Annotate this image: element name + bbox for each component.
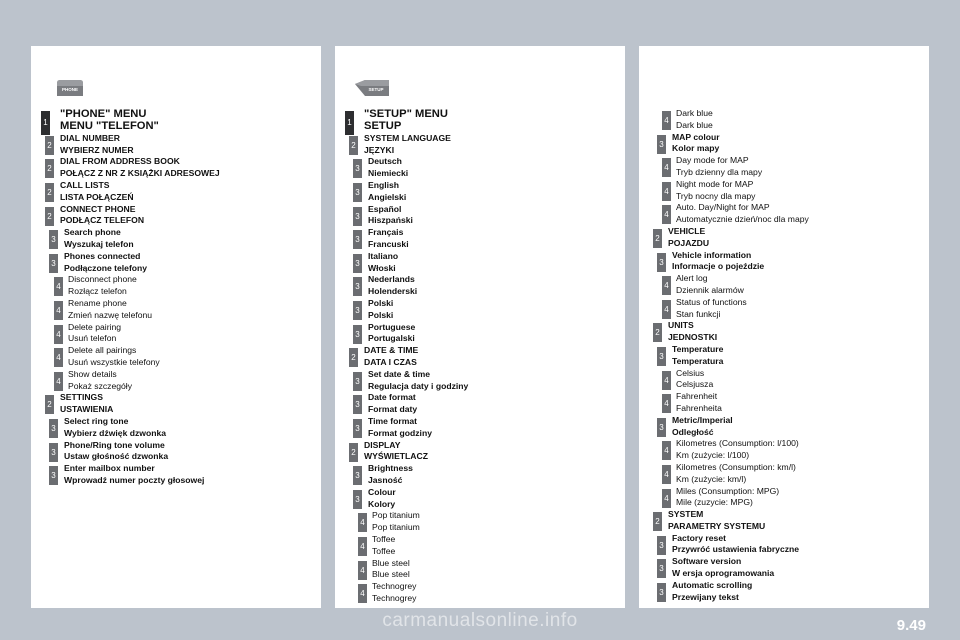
- entry-label-en: Kilometres (Consumption: km/l): [676, 461, 796, 472]
- entry-label-pl: Fahrenheita: [676, 402, 722, 413]
- entry-label-pl: Celsjusza: [676, 379, 714, 390]
- menu-entry-level-4: [639, 202, 929, 226]
- level-badge: 4: [358, 537, 367, 556]
- entry-label-en: Select ring tone: [64, 415, 129, 426]
- entry-label-pl: LISTA POŁĄCZEŃ: [60, 191, 134, 202]
- entry-label-pl: Odległość: [672, 426, 714, 437]
- level-badge: 1: [41, 111, 50, 135]
- watermark: carmanualsonline.info: [382, 610, 578, 631]
- entry-label-pl: Przywróć ustawienia fabryczne: [672, 544, 800, 555]
- entry-label-pl: POŁĄCZ Z NR Z KSIĄŻKI ADRESOWEJ: [60, 168, 220, 179]
- entry-label-pl: Rozłącz telefon: [68, 286, 127, 297]
- menu-entry-level-4: [31, 345, 321, 369]
- menu-column-setup-continued: [639, 46, 929, 608]
- entry-label-pl: Zmień nazwę telefonu: [68, 309, 153, 320]
- entry-label-pl: Pokaż szczegóły: [68, 380, 133, 391]
- menu-entry-level-1: [31, 108, 321, 133]
- level-badge: 2: [653, 229, 662, 248]
- level-badge: 3: [353, 395, 362, 414]
- level-badge: 3: [49, 230, 58, 249]
- entry-label-en: DIAL FROM ADDRESS BOOK: [60, 156, 180, 167]
- menu-entry-level-3: [639, 415, 929, 439]
- entry-label-en: Delete pairing: [68, 321, 122, 332]
- entry-label-pl: MENU "TELEFON": [60, 120, 159, 133]
- level-badge: 2: [45, 395, 54, 414]
- entry-label-en: SETTINGS: [60, 392, 103, 403]
- entry-label-en: "SETUP" MENU: [364, 108, 448, 120]
- menu-entry-level-3: [639, 533, 929, 557]
- entry-label-en: Brightness: [368, 463, 413, 474]
- level-badge: 4: [54, 301, 63, 320]
- entry-label-en: DIAL NUMBER: [60, 132, 120, 143]
- menu-entry-level-4: [335, 534, 625, 558]
- entry-label-en: Day mode for MAP: [676, 155, 749, 166]
- menu-entry-level-3: [335, 322, 625, 346]
- level-badge: 2: [653, 512, 662, 531]
- level-badge: 2: [45, 183, 54, 202]
- level-badge: 3: [353, 490, 362, 509]
- menu-entry-level-4: [31, 322, 321, 346]
- menu-entry-level-3: [335, 392, 625, 416]
- menu-entry-level-3: [31, 440, 321, 464]
- entry-label-pl: Francuski: [368, 238, 409, 249]
- level-badge: 3: [353, 277, 362, 296]
- menu-entry-level-4: [639, 108, 929, 132]
- level-badge: 1: [345, 111, 354, 135]
- setup-tab-icon: [355, 78, 389, 98]
- entry-label-en: MAP colour: [672, 131, 720, 142]
- level-badge: 3: [49, 419, 58, 438]
- menu-entry-level-2: [639, 509, 929, 533]
- menu-entry-level-4: [639, 179, 929, 203]
- entry-label-en: Auto. Day/Night for MAP: [676, 202, 770, 213]
- entry-label-pl: W ersja oprogramowania: [672, 568, 775, 579]
- svg-text:SETUP: SETUP: [368, 87, 384, 92]
- entry-label-pl: WYBIERZ NUMER: [60, 144, 134, 155]
- level-badge: 4: [662, 489, 671, 508]
- entry-label-en: Fahrenheit: [676, 391, 718, 402]
- menu-entry-level-3: [639, 580, 929, 604]
- entry-label-pl: Format daty: [368, 404, 418, 415]
- menu-entry-level-2: [335, 345, 625, 369]
- menu-entry-level-2: [31, 204, 321, 228]
- level-badge: 3: [353, 207, 362, 226]
- entry-label-en: SYSTEM: [668, 509, 704, 520]
- menu-entry-level-3: [31, 463, 321, 487]
- setup-menu-list-continued: [639, 108, 929, 603]
- entry-label-pl: SETUP: [364, 120, 402, 133]
- entry-label-en: Status of functions: [676, 296, 747, 307]
- entry-label-pl: DATA I CZAS: [364, 356, 417, 367]
- phone-menu-list: [31, 108, 321, 487]
- entry-label-pl: Dziennik alarmów: [676, 284, 744, 295]
- level-badge: 3: [353, 230, 362, 249]
- entry-label-pl: Kolory: [368, 498, 396, 509]
- menu-entry-level-3: [639, 250, 929, 274]
- entry-label-en: Alert log: [676, 273, 708, 284]
- entry-label-pl: Km (zużycie: l/100): [676, 450, 750, 461]
- level-badge: 3: [353, 466, 362, 485]
- entry-label-en: Colour: [368, 486, 396, 497]
- menu-entry-level-2: [31, 156, 321, 180]
- menu-entry-level-1: [335, 108, 625, 133]
- level-badge: 4: [662, 111, 671, 130]
- menu-entry-level-3: [335, 227, 625, 251]
- entry-label-en: Night mode for MAP: [676, 178, 754, 189]
- level-badge: 2: [349, 348, 358, 367]
- menu-entry-level-2: [335, 133, 625, 157]
- entry-label-pl: Jasność: [368, 474, 403, 485]
- menu-entry-level-2: [31, 133, 321, 157]
- level-badge: 3: [657, 536, 666, 555]
- entry-label-pl: Informacje o pojeździe: [672, 261, 765, 272]
- menu-entry-level-2: [31, 392, 321, 416]
- menu-column-phone: [31, 46, 321, 608]
- menu-entry-level-3: [639, 132, 929, 156]
- entry-label-en: CONNECT PHONE: [60, 203, 136, 214]
- entry-label-pl: Wyszukaj telefon: [64, 238, 134, 249]
- entry-label-en: VEHICLE: [668, 225, 706, 236]
- menu-entry-level-4: [639, 155, 929, 179]
- level-badge: 4: [662, 394, 671, 413]
- level-badge: 3: [657, 559, 666, 578]
- entry-label-pl: JĘZYKI: [364, 144, 395, 155]
- menu-entry-level-2: [31, 180, 321, 204]
- entry-label-pl: Format godziny: [368, 427, 432, 438]
- entry-label-en: Technogrey: [372, 581, 417, 592]
- menu-entry-level-4: [31, 298, 321, 322]
- menu-entry-level-3: [335, 204, 625, 228]
- menu-entry-level-3: [639, 556, 929, 580]
- entry-label-en: Disconnect phone: [68, 274, 137, 285]
- entry-label-en: Set date & time: [368, 368, 431, 379]
- level-badge: 4: [662, 371, 671, 390]
- page-number: 9.49: [896, 617, 926, 634]
- menu-entry-level-3: [335, 274, 625, 298]
- entry-label-pl: USTAWIENIA: [60, 404, 114, 415]
- level-badge: 4: [358, 584, 367, 603]
- entry-label-en: Kilometres (Consumption: l/100): [676, 438, 799, 449]
- menu-entry-level-3: [335, 156, 625, 180]
- level-badge: 3: [353, 372, 362, 391]
- entry-label-en: Deutsch: [368, 156, 402, 167]
- level-badge: 3: [353, 254, 362, 273]
- level-badge: 3: [657, 253, 666, 272]
- entry-label-en: "PHONE" MENU: [60, 108, 147, 120]
- entry-label-en: Pop titanium: [372, 510, 420, 521]
- level-badge: 4: [662, 441, 671, 460]
- level-badge: 4: [54, 372, 63, 391]
- level-badge: 4: [662, 300, 671, 319]
- entry-label-en: Portuguese: [368, 321, 416, 332]
- level-badge: 3: [49, 254, 58, 273]
- level-badge: 3: [353, 325, 362, 344]
- entry-label-pl: Usuń wszystkie telefony: [68, 356, 160, 367]
- entry-label-pl: Toffee: [372, 545, 396, 556]
- entry-label-en: Temperature: [672, 343, 724, 354]
- entry-label-pl: Temperatura: [672, 355, 724, 366]
- menu-entry-level-3: [335, 298, 625, 322]
- entry-label-pl: Automatycznie dzień/noc dla mapy: [676, 214, 809, 225]
- entry-label-en: Metric/Imperial: [672, 414, 733, 425]
- level-badge: 4: [54, 325, 63, 344]
- entry-label-en: Miles (Consumption: MPG): [676, 485, 780, 496]
- menu-entry-level-4: [31, 369, 321, 393]
- entry-label-pl: Portugalski: [368, 333, 415, 344]
- level-badge: 3: [353, 183, 362, 202]
- menu-entry-level-4: [639, 391, 929, 415]
- menu-entry-level-4: [639, 486, 929, 510]
- entry-label-pl: Wybierz dźwięk dzwonka: [64, 427, 167, 438]
- entry-label-pl: Mile (zuzycie: MPG): [676, 497, 753, 508]
- entry-label-pl: Przewijany tekst: [672, 591, 739, 602]
- entry-label-en: SYSTEM LANGUAGE: [364, 132, 451, 143]
- menu-entry-level-4: [335, 581, 625, 605]
- entry-label-pl: Polski: [368, 309, 394, 320]
- entry-label-pl: Km (zużycie: km/l): [676, 473, 747, 484]
- entry-label-en: Phone/Ring tone volume: [64, 439, 165, 450]
- entry-label-pl: PARAMETRY SYSTEMU: [668, 520, 766, 531]
- entry-label-pl: Angielski: [368, 191, 407, 202]
- entry-label-en: Italiano: [368, 250, 399, 261]
- entry-label-pl: Ustaw głośność dzwonka: [64, 451, 169, 462]
- level-badge: 3: [353, 301, 362, 320]
- entry-label-pl: Tryb dzienny dla mapy: [676, 166, 763, 177]
- level-badge: 3: [49, 466, 58, 485]
- entry-label-en: Celsius: [676, 367, 705, 378]
- entry-label-en: Blue steel: [372, 557, 410, 568]
- level-badge: 3: [353, 419, 362, 438]
- menu-entry-level-3: [335, 369, 625, 393]
- setup-menu-list: [335, 108, 625, 605]
- level-badge: 3: [657, 347, 666, 366]
- entry-label-pl: Holenderski: [368, 286, 418, 297]
- entry-label-en: Time format: [368, 415, 418, 426]
- entry-label-pl: Podłączone telefony: [64, 262, 148, 273]
- level-badge: 4: [358, 561, 367, 580]
- entry-label-pl: Pop titanium: [372, 522, 420, 533]
- entry-label-en: Automatic scrolling: [672, 579, 753, 590]
- menu-entry-level-4: [639, 438, 929, 462]
- level-badge: 4: [662, 205, 671, 224]
- menu-entry-level-3: [335, 416, 625, 440]
- entry-label-en: DATE & TIME: [364, 345, 419, 356]
- entry-label-pl: WYŚWIETLACZ: [364, 451, 428, 462]
- entry-label-pl: Kolor mapy: [672, 143, 720, 154]
- menu-entry-level-4: [639, 368, 929, 392]
- entry-label-en: Delete all pairings: [68, 345, 137, 356]
- level-badge: 2: [349, 443, 358, 462]
- entry-label-en: English: [368, 180, 400, 190]
- phone-tab-icon: [57, 78, 85, 98]
- menu-entry-level-4: [31, 274, 321, 298]
- menu-entry-level-3: [639, 344, 929, 368]
- menu-entry-level-3: [31, 251, 321, 275]
- menu-entry-level-3: [335, 463, 625, 487]
- entry-label-en: Dark blue: [676, 108, 713, 118]
- entry-label-en: DISPLAY: [364, 439, 401, 450]
- menu-entry-level-4: [335, 510, 625, 534]
- entry-label-pl: Niemiecki: [368, 168, 409, 179]
- entry-label-pl: Technogrey: [372, 592, 417, 603]
- entry-label-pl: Włoski: [368, 262, 396, 273]
- menu-entry-level-3: [335, 180, 625, 204]
- menu-entry-level-2: [639, 226, 929, 250]
- entry-label-en: Français: [368, 227, 404, 238]
- level-badge: 3: [353, 159, 362, 178]
- menu-entry-level-3: [335, 251, 625, 275]
- menu-entry-level-2: [335, 440, 625, 464]
- entry-label-pl: POJAZDU: [668, 237, 710, 248]
- level-badge: 2: [349, 136, 358, 155]
- level-badge: 2: [653, 323, 662, 342]
- menu-entry-level-4: [639, 462, 929, 486]
- menu-entry-level-4: [639, 273, 929, 297]
- level-badge: 4: [54, 348, 63, 367]
- menu-entry-level-3: [31, 416, 321, 440]
- entry-label-en: Polski: [368, 297, 394, 308]
- entry-label-pl: JEDNOSTKI: [668, 332, 718, 343]
- entry-label-pl: Hiszpański: [368, 215, 413, 226]
- level-badge: 2: [45, 136, 54, 155]
- level-badge: 2: [45, 207, 54, 226]
- entry-label-pl: Tryb nocny dla mapy: [676, 190, 756, 201]
- menu-entry-level-2: [639, 320, 929, 344]
- menu-column-setup: [335, 46, 625, 608]
- level-badge: 3: [657, 418, 666, 437]
- entry-label-pl: Wprowadź numer poczty głosowej: [64, 474, 205, 485]
- entry-label-pl: Stan funkcji: [676, 308, 721, 319]
- entry-label-en: Vehicle information: [672, 249, 752, 260]
- entry-label-pl: Regulacja daty i godziny: [368, 380, 469, 391]
- entry-label-pl: PODŁĄCZ TELEFON: [60, 215, 145, 226]
- level-badge: 3: [49, 443, 58, 462]
- svg-text:PHONE: PHONE: [61, 87, 79, 92]
- entry-label-en: Phones connected: [64, 250, 141, 261]
- menu-entry-level-4: [335, 558, 625, 582]
- level-badge: 3: [657, 583, 666, 602]
- entry-label-en: Español: [368, 203, 402, 214]
- menu-entry-level-3: [335, 487, 625, 511]
- level-badge: 4: [54, 277, 63, 296]
- entry-label-en: CALL LISTS: [60, 180, 110, 190]
- entry-label-pl: Dark blue: [676, 119, 713, 130]
- entry-label-en: Software version: [672, 556, 742, 567]
- level-badge: 4: [662, 158, 671, 177]
- entry-label-en: Enter mailbox number: [64, 463, 155, 474]
- entry-label-en: Toffee: [372, 533, 396, 544]
- level-badge: 4: [662, 182, 671, 201]
- entry-label-en: Nederlands: [368, 274, 415, 285]
- entry-label-en: Rename phone: [68, 297, 127, 308]
- level-badge: 4: [662, 276, 671, 295]
- entry-label-en: Search phone: [64, 227, 121, 238]
- entry-label-en: Show details: [68, 368, 117, 379]
- entry-label-en: UNITS: [668, 320, 694, 331]
- level-badge: 4: [662, 465, 671, 484]
- entry-label-pl: Blue steel: [372, 569, 410, 580]
- menu-entry-level-4: [639, 297, 929, 321]
- entry-label-pl: Usuń telefon: [68, 333, 117, 344]
- menu-entry-level-3: [31, 227, 321, 251]
- level-badge: 3: [657, 135, 666, 154]
- entry-label-en: Date format: [368, 392, 416, 403]
- level-badge: 4: [358, 513, 367, 532]
- entry-label-en: Factory reset: [672, 532, 726, 543]
- level-badge: 2: [45, 159, 54, 178]
